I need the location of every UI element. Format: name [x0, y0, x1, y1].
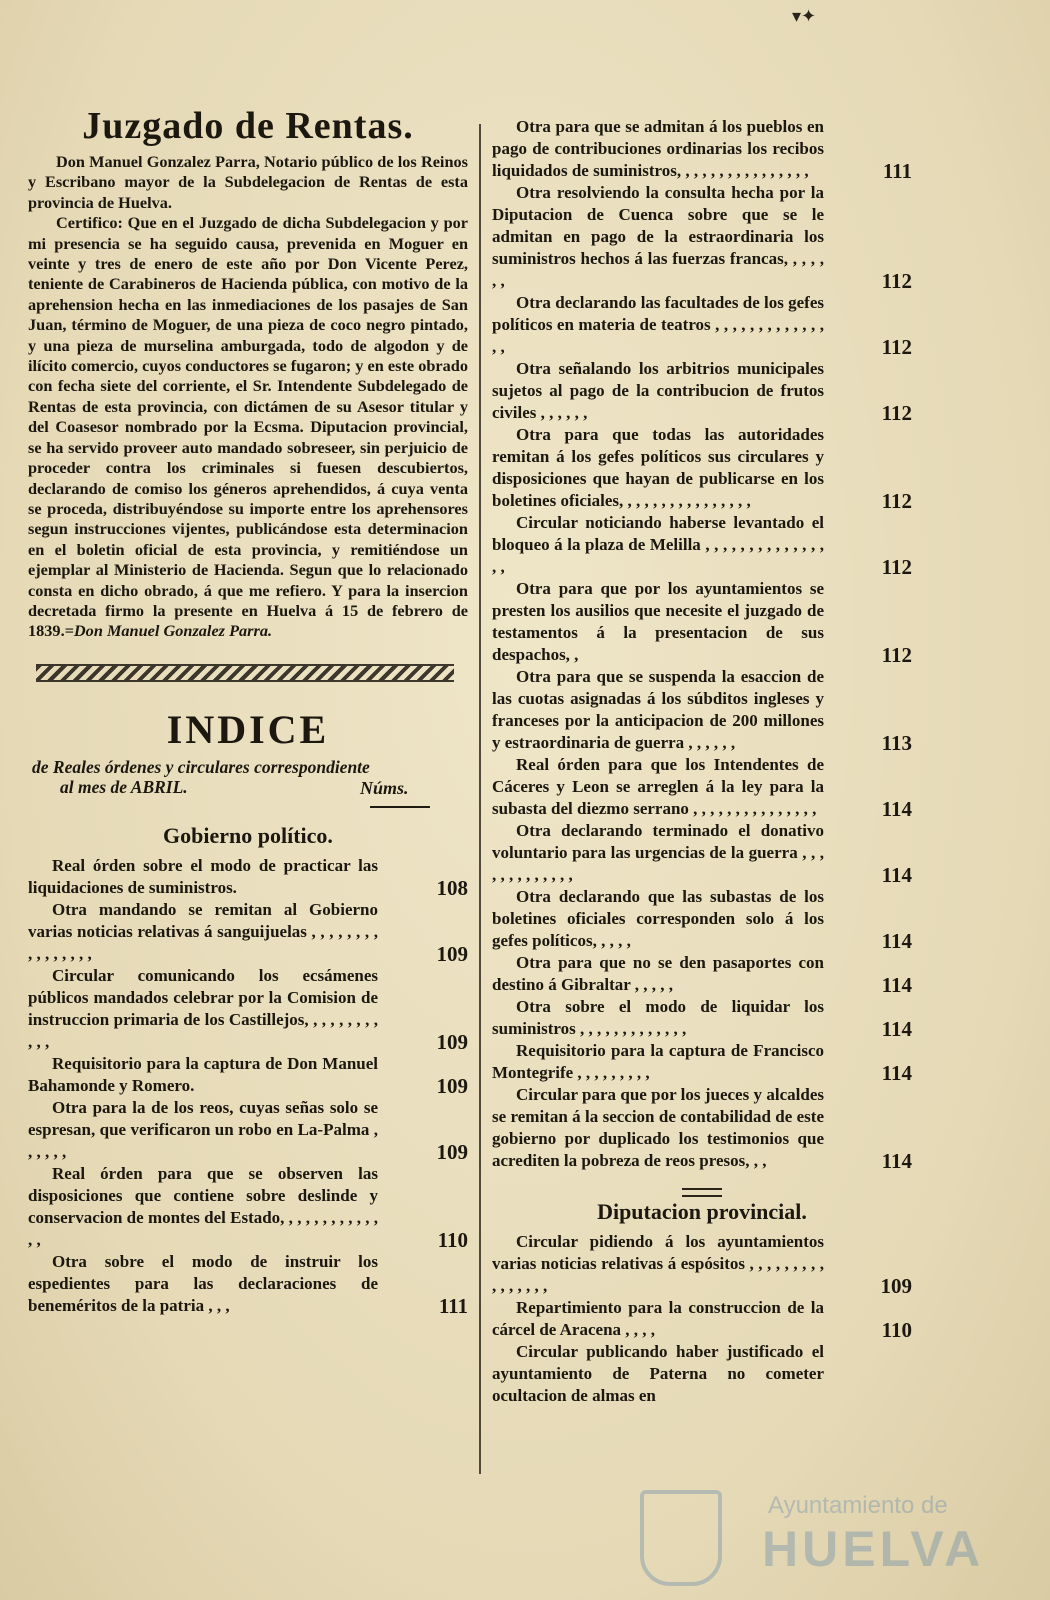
entry-text: Real órden para que los Intendentes de Cáceres y Leon se arreglen á la ley para la subasta del diezmo serrano , , , , , , , , , , , , , , ,: [492, 755, 824, 818]
entry-text: Circular pidiendo á los ayuntamientos varias noticias relativas á espósitos , , , , , , , , , , , , , , , ,: [492, 1232, 824, 1295]
entry-number: 114: [881, 973, 912, 997]
entry-number: 109: [436, 1029, 468, 1054]
entry-text: Otra para que se suspenda la esaccion de las cuotas asignadas á los súbditos ingleses y franceses por la anticipacion de 200 millones y estraordinaria de guerra , , , , , ,: [492, 667, 824, 752]
index-entry: [28, 1251, 468, 1317]
index-entry: [492, 1297, 912, 1341]
index-entry: [492, 820, 912, 886]
entry-number: 111: [882, 159, 912, 183]
column-divider: [479, 124, 481, 1474]
entry-number: 114: [881, 863, 912, 887]
entry-number: 112: [881, 335, 912, 359]
entry-text: Otra mandando se remitan al Gobierno varias noticias relativas á sanguijuelas , , , , , , , , , , , , , , , ,: [28, 899, 378, 963]
numbers-column-label: Núms.: [360, 778, 409, 798]
index-entry: [492, 754, 912, 820]
index-entry: [492, 1040, 912, 1084]
index-entry: [28, 1097, 468, 1163]
index-entry: [492, 292, 912, 358]
entry-text: Otra sobre el modo de liquidar los suministros , , , , , , , , , , , , ,: [492, 997, 824, 1038]
entry-number: 113: [881, 731, 912, 755]
entry-text: Otra para que se admitan á los pueblos en pago de contribuciones ordinarias los recibos liquidados de suministros, , , , , , , , , , , , , , , ,: [492, 117, 824, 180]
section-separator: [682, 1188, 722, 1197]
entry-text: Otra para que por los ayuntamientos se presten los ausilios que necesite el juzgado de testamentos á la presentacion de sus despachos, ,: [492, 579, 824, 664]
entry-number: 111: [438, 1293, 468, 1318]
index-entry: [492, 952, 912, 996]
entry-text: Otra sobre el modo de instruir los espedientes para las declaraciones de beneméritos de la patria , , ,: [28, 1251, 378, 1315]
entry-number: 109: [436, 1139, 468, 1164]
index-entry: [492, 358, 912, 424]
index-entry: [492, 424, 912, 512]
entry-number: 112: [881, 643, 912, 667]
entry-text: Repartimiento para la construccion de la cárcel de Aracena , , , ,: [492, 1298, 824, 1339]
entry-number: 114: [881, 929, 912, 953]
index-entry: [492, 116, 912, 182]
left-column: [28, 104, 468, 1317]
left-entries: [28, 855, 468, 1317]
index-entry: [492, 1084, 912, 1172]
index-entry: [28, 965, 468, 1053]
entry-text: Circular comunicando los ecsámenes públicos mandados celebrar por la Comision de instruccion primaria de los Castillejos, , , , , , , , , , , ,: [28, 965, 378, 1051]
entry-number: 112: [881, 489, 912, 513]
entry-text: Otra señalando los arbitrios municipales sujetos al pago de la contribucion de frutos civiles , , , , , ,: [492, 359, 824, 422]
entry-number: 110: [437, 1227, 468, 1252]
section-heading-gobierno: Gobierno político.: [163, 822, 333, 848]
entry-number: 112: [881, 269, 912, 293]
entry-number: 114: [881, 797, 912, 821]
entry-number: 109: [436, 941, 468, 966]
decree-text: [28, 152, 468, 642]
decree-body-text: Certifico: Que en el Juzgado de dicha Subdelegacion y por mi presencia se ha seguido causa, prevenida en Moguer en veinte y tres de enero de este año por Don Vicente Perez, teniente de Carabineros de Hacienda pública, con motivo de la aprehension hecha en las inmediaciones de los pasajes de San Juan, término de Moguer, de una pieza de coco negro pintado, y una pieza de murselina amburgada, todo de algodon y de ilícito comercio, cuyos conductores se fugaron; y en este obrado con fecha siete del corriente, el Sr. Intendente Subdelegado de Rentas de esta provincia, con dictámen de su Asesor titular y del Coasesor nombrado por la Ecsma. Diputacion provincial, se ha servido proveer auto mandado sobreseer, sin perjuicio de proceder contra los criminales si fuesen descubiertos, declarando de comiso los géneros aprehendidos, á cuya venta se proceda, distribuyéndose su importe entre los aprehensores segun instrucciones vijentes, publicándose esta determinacion en el boletin oficial de esta provincia, y remitiéndose un ejemplar al Ministerio de Hacienda. Segun que lo relacionado consta en dicho obrado, á que me refiero. Y para la insercion decretada firmo la presente en Huelva á 15 de febrero de 1839.: [28, 213, 468, 641]
entry-text: Otra para que no se den pasaportes con destino á Gibraltar , , , , ,: [492, 953, 824, 994]
index-entry: [28, 1163, 468, 1251]
entry-number: 114: [881, 1149, 912, 1173]
index-title: INDICE: [166, 706, 330, 752]
entry-text: Requisitorio para la captura de Francisco Montegrife , , , , , , , , ,: [492, 1041, 824, 1082]
ayuntamiento-watermark: [640, 1490, 985, 1580]
entry-text: Real órden sobre el modo de practicar las liquidaciones de suministros.: [28, 855, 378, 897]
entry-text: Otra declarando terminado el donativo voluntario para las urgencias de la guerra , , , , , , , , , , , , ,: [492, 821, 824, 884]
corner-mark: ▾✦: [792, 6, 817, 26]
decree-signature: =Don Manuel Gonzalez Parra.: [64, 621, 273, 641]
entry-number: 109: [436, 1073, 468, 1098]
index-subtitle-line2: al mes de ABRIL.: [60, 776, 188, 797]
index-entry: [492, 666, 912, 754]
entry-number: 114: [881, 1061, 912, 1085]
entry-text: Otra declarando que las subastas de los boletines oficiales corresponden solo á los gefes políticos, , , , ,: [492, 887, 824, 950]
entry-text: Otra para que todas las autoridades remitan á los gefes políticos sus circulares y disposiciones que hayan de publicarse en los boletines oficiales, , , , , , , , , , , , , , , ,: [492, 425, 824, 510]
index-entry: [492, 578, 912, 666]
right-column: [492, 116, 912, 1407]
numbers-column-rule: [370, 806, 430, 808]
entry-text: Otra resolviendo la consulta hecha por la Diputacion de Cuenca sobre que se le admitan en pago de la estraordinaria los suministros hechos á las fuerzas francas, , , , , , ,: [492, 183, 824, 290]
watermark-line1: Ayuntamiento de: [768, 1492, 948, 1519]
entry-number: 108: [436, 875, 468, 900]
entry-text: Otra para la de los reos, cuyas señas solo se espresan, que verificaron un robo en La-Palma , , , , , ,: [28, 1097, 378, 1161]
decree-body: [28, 213, 468, 642]
decree-intro: Don Manuel Gonzalez Parra, Notario público de los Reinos y Escribano mayor de la Subdelegacion de Rentas de esta provincia de Huelva.: [28, 152, 468, 212]
index-subtitle-line1: de Reales órdenes y circulares correspondiente: [32, 756, 370, 777]
entry-text: Requisitorio para la captura de Don Manuel Bahamonde y Romero.: [28, 1053, 378, 1095]
entry-text: Circular publicando haber justificado el ayuntamiento de Paterna no cometer ocultacion de almas en: [492, 1342, 824, 1405]
decorative-border: [36, 664, 454, 682]
index-entry: [492, 886, 912, 952]
entry-number: 112: [881, 555, 912, 579]
index-entry: [28, 899, 468, 965]
index-entry: [28, 855, 468, 899]
index-entry: [492, 1231, 912, 1297]
index-entry: [492, 996, 912, 1040]
index-entry: [492, 512, 912, 578]
entry-text: Otra declarando las facultades de los gefes políticos en materia de teatros , , , , , , , , , , , , , , ,: [492, 293, 824, 356]
index-entry: [28, 1053, 468, 1097]
entry-text: Real órden para que se observen las disposiciones que contiene sobre deslinde y conservacion de montes del Estado, , , , , , , , , , , , , ,: [28, 1163, 378, 1249]
decree-title: Juzgado de Rentas.: [82, 105, 414, 147]
index-entry: [492, 182, 912, 292]
entry-number: 114: [881, 1017, 912, 1041]
index-entry: [492, 1341, 912, 1407]
watermark-line2: HUELVA: [762, 1521, 985, 1577]
section-heading-diputacion: Diputacion provincial.: [597, 1199, 807, 1224]
entry-text: Circular para que por los jueces y alcaldes se remitan á la seccion de contabilidad de este gobierno por duplicado los testimonios que acrediten la pobreza de reos presos, , ,: [492, 1085, 824, 1170]
shield-icon: [640, 1490, 722, 1586]
entry-number: 112: [881, 401, 912, 425]
entry-text: Circular noticiando haberse levantado el bloqueo á la plaza de Melilla , , , , , , , , , , , , , , , ,: [492, 513, 824, 576]
entry-number: 110: [881, 1318, 912, 1342]
entry-number: 109: [880, 1274, 912, 1298]
